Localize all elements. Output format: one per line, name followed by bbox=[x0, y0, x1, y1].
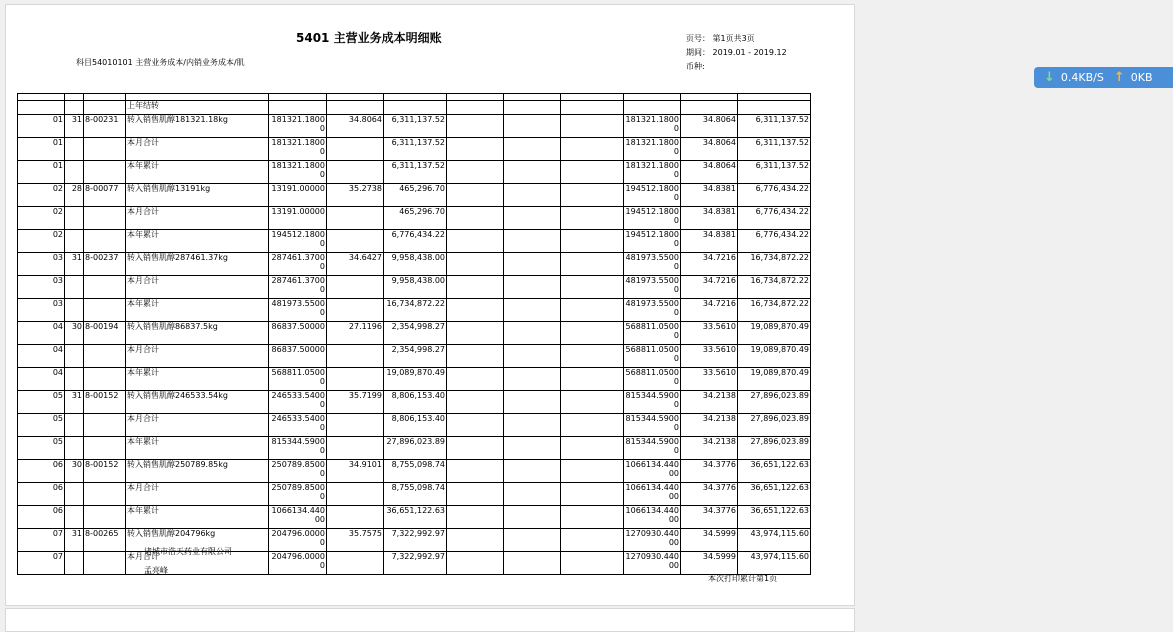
voucher-cell: 8-00152 bbox=[84, 460, 126, 483]
summary-cell: 本月合计 bbox=[126, 138, 269, 161]
day-cell bbox=[65, 368, 84, 391]
credit-amount-cell bbox=[561, 276, 624, 299]
print-count: 本次打印累计第1页 bbox=[708, 574, 778, 583]
debit-qty-cell: 181321.18000 bbox=[269, 138, 327, 161]
debit-price-cell: 27.1196 bbox=[327, 322, 384, 345]
balance-qty-cell: 1066134.44000 bbox=[624, 506, 681, 529]
debit-qty-cell: 86837.50000 bbox=[269, 345, 327, 368]
credit-amount-cell bbox=[561, 184, 624, 207]
arrow-down-icon: ↓ bbox=[1044, 70, 1055, 85]
summary-cell: 转入销售肌醇204796kg bbox=[126, 529, 269, 552]
debit-amount-cell: 6,776,434.22 bbox=[384, 230, 447, 253]
credit-qty-cell bbox=[447, 322, 504, 345]
credit-qty-cell bbox=[447, 276, 504, 299]
month-cell: 06 bbox=[18, 506, 65, 529]
balance-qty-cell: 181321.18000 bbox=[624, 138, 681, 161]
debit-amount-cell: 16,734,872.22 bbox=[384, 299, 447, 322]
balance-amount-cell: 6,776,434.22 bbox=[738, 207, 811, 230]
debit-price-cell: 34.6427 bbox=[327, 253, 384, 276]
debit-qty-cell: 287461.37000 bbox=[269, 276, 327, 299]
summary-cell: 转入销售肌醇250789.85kg bbox=[126, 460, 269, 483]
summary-cell: 本月合计 bbox=[126, 276, 269, 299]
table-row bbox=[18, 253, 811, 276]
balance-qty-cell: 481973.55000 bbox=[624, 276, 681, 299]
month-cell: 07 bbox=[18, 552, 65, 575]
debit-price-cell: 35.2738 bbox=[327, 184, 384, 207]
balance-price-cell: 34.8381 bbox=[681, 184, 738, 207]
balance-price-cell: 34.2138 bbox=[681, 437, 738, 460]
day-cell: 28 bbox=[65, 184, 84, 207]
table-row bbox=[18, 391, 811, 414]
balance-price-cell: 34.7216 bbox=[681, 299, 738, 322]
debit-amount-cell: 7,322,992.97 bbox=[384, 552, 447, 575]
credit-qty-cell bbox=[447, 414, 504, 437]
credit-price-cell bbox=[504, 253, 561, 276]
day-cell bbox=[65, 138, 84, 161]
summary-cell: 本年累计 bbox=[126, 230, 269, 253]
debit-amount-cell: 7,322,992.97 bbox=[384, 529, 447, 552]
table-row bbox=[18, 414, 811, 437]
summary-cell: 本年累计 bbox=[126, 506, 269, 529]
summary-cell: 本月合计 bbox=[126, 483, 269, 506]
table-row bbox=[18, 184, 811, 207]
voucher-cell bbox=[84, 138, 126, 161]
credit-price-cell bbox=[504, 184, 561, 207]
credit-amount-cell bbox=[561, 483, 624, 506]
month-cell: 07 bbox=[18, 529, 65, 552]
debit-price-cell bbox=[327, 368, 384, 391]
balance-price-cell: 34.5999 bbox=[681, 529, 738, 552]
voucher-cell bbox=[84, 414, 126, 437]
credit-amount-cell bbox=[561, 230, 624, 253]
arrow-up-icon: ↑ bbox=[1113, 70, 1125, 85]
summary-cell: 转入销售肌醇287461.37kg bbox=[126, 253, 269, 276]
balance-qty-cell: 568811.05000 bbox=[624, 345, 681, 368]
table-row bbox=[18, 529, 811, 552]
credit-amount-cell bbox=[561, 115, 624, 138]
debit-qty-cell: 246533.54000 bbox=[269, 391, 327, 414]
balance-amount-cell: 16,734,872.22 bbox=[738, 253, 811, 276]
credit-qty-cell bbox=[447, 552, 504, 575]
balance-amount-cell: 6,776,434.22 bbox=[738, 184, 811, 207]
credit-qty-cell bbox=[447, 115, 504, 138]
credit-price-cell bbox=[504, 368, 561, 391]
debit-price-cell: 35.7199 bbox=[327, 391, 384, 414]
ledger-table bbox=[17, 93, 811, 575]
day-cell bbox=[65, 483, 84, 506]
credit-amount-cell bbox=[561, 322, 624, 345]
debit-amount-cell: 465,296.70 bbox=[384, 184, 447, 207]
balance-price-cell: 34.2138 bbox=[681, 391, 738, 414]
opening-label: 上年结转 bbox=[126, 101, 269, 115]
debit-amount-cell: 8,755,098.74 bbox=[384, 483, 447, 506]
voucher-cell: 8-00265 bbox=[84, 529, 126, 552]
report-page bbox=[5, 4, 855, 606]
debit-amount-cell: 27,896,023.89 bbox=[384, 437, 447, 460]
credit-amount-cell bbox=[561, 253, 624, 276]
debit-qty-cell: 1066134.44000 bbox=[269, 506, 327, 529]
summary-cell: 本年累计 bbox=[126, 161, 269, 184]
debit-amount-cell: 6,311,137.52 bbox=[384, 138, 447, 161]
report-title: 5401 主营业务成本明细账 bbox=[296, 31, 442, 45]
credit-price-cell bbox=[504, 230, 561, 253]
balance-qty-cell: 1066134.44000 bbox=[624, 483, 681, 506]
credit-price-cell bbox=[504, 391, 561, 414]
balance-price-cell: 34.7216 bbox=[681, 276, 738, 299]
credit-amount-cell bbox=[561, 368, 624, 391]
credit-price-cell bbox=[504, 276, 561, 299]
table-row bbox=[18, 299, 811, 322]
balance-price-cell: 34.8064 bbox=[681, 161, 738, 184]
table-row bbox=[18, 345, 811, 368]
debit-price-cell bbox=[327, 299, 384, 322]
credit-price-cell bbox=[504, 299, 561, 322]
summary-cell: 转入销售肌醇181321.18kg bbox=[126, 115, 269, 138]
summary-cell: 本月合计 bbox=[126, 414, 269, 437]
debit-qty-cell: 481973.55000 bbox=[269, 299, 327, 322]
summary-cell: 本月合计 bbox=[126, 552, 269, 575]
debit-qty-cell: 246533.54000 bbox=[269, 414, 327, 437]
voucher-cell bbox=[84, 276, 126, 299]
debit-qty-cell: 250789.85000 bbox=[269, 483, 327, 506]
debit-price-cell: 35.7575 bbox=[327, 529, 384, 552]
debit-qty-cell: 13191.00000 bbox=[269, 207, 327, 230]
balance-price-cell: 34.8381 bbox=[681, 230, 738, 253]
balance-amount-cell: 43,974,115.60 bbox=[738, 529, 811, 552]
balance-qty-cell: 568811.05000 bbox=[624, 368, 681, 391]
balance-amount-cell: 43,974,115.60 bbox=[738, 552, 811, 575]
next-page bbox=[5, 608, 855, 632]
balance-qty-cell: 1270930.44000 bbox=[624, 529, 681, 552]
balance-amount-cell: 6,311,137.52 bbox=[738, 115, 811, 138]
period-range: 期间： 2019.01 - 2019.12 bbox=[686, 48, 787, 57]
credit-price-cell bbox=[504, 414, 561, 437]
table-row bbox=[18, 483, 811, 506]
summary-cell: 转入销售肌醇86837.5kg bbox=[126, 322, 269, 345]
balance-amount-cell: 19,089,870.49 bbox=[738, 345, 811, 368]
network-speed-widget[interactable] bbox=[1034, 67, 1173, 88]
company-name: 诸城市浩天药业有限公司 bbox=[144, 547, 232, 556]
account-subject: 科目54010101 主营业务成本/内销业务成本/肌 bbox=[76, 58, 245, 67]
day-cell: 31 bbox=[65, 253, 84, 276]
balance-price-cell: 34.2138 bbox=[681, 414, 738, 437]
debit-qty-cell: 194512.18000 bbox=[269, 230, 327, 253]
voucher-cell bbox=[84, 552, 126, 575]
voucher-cell bbox=[84, 506, 126, 529]
balance-qty-cell: 194512.18000 bbox=[624, 184, 681, 207]
voucher-cell bbox=[84, 207, 126, 230]
balance-price-cell: 34.3776 bbox=[681, 483, 738, 506]
voucher-cell bbox=[84, 437, 126, 460]
balance-qty-cell: 815344.59000 bbox=[624, 391, 681, 414]
debit-qty-cell: 204796.00000 bbox=[269, 552, 327, 575]
month-cell: 01 bbox=[18, 161, 65, 184]
summary-cell: 转入销售肌醇246533.54kg bbox=[126, 391, 269, 414]
month-cell: 05 bbox=[18, 391, 65, 414]
credit-price-cell bbox=[504, 483, 561, 506]
debit-amount-cell: 465,296.70 bbox=[384, 207, 447, 230]
balance-amount-cell: 6,311,137.52 bbox=[738, 138, 811, 161]
upload-speed: 0KB bbox=[1130, 71, 1153, 84]
credit-qty-cell bbox=[447, 207, 504, 230]
credit-price-cell bbox=[504, 529, 561, 552]
day-cell bbox=[65, 161, 84, 184]
debit-price-cell bbox=[327, 230, 384, 253]
balance-price-cell: 33.5610 bbox=[681, 368, 738, 391]
table-row bbox=[18, 115, 811, 138]
debit-amount-cell: 8,806,153.40 bbox=[384, 391, 447, 414]
day-cell bbox=[65, 207, 84, 230]
month-cell: 04 bbox=[18, 322, 65, 345]
credit-amount-cell bbox=[561, 529, 624, 552]
balance-price-cell: 33.5610 bbox=[681, 322, 738, 345]
credit-price-cell bbox=[504, 345, 561, 368]
debit-qty-cell: 204796.00000 bbox=[269, 529, 327, 552]
month-cell: 03 bbox=[18, 276, 65, 299]
debit-price-cell bbox=[327, 437, 384, 460]
balance-price-cell: 34.7216 bbox=[681, 253, 738, 276]
balance-amount-cell: 19,089,870.49 bbox=[738, 322, 811, 345]
balance-amount-cell: 36,651,122.63 bbox=[738, 506, 811, 529]
table-row bbox=[18, 552, 811, 575]
day-cell bbox=[65, 506, 84, 529]
month-cell: 01 bbox=[18, 138, 65, 161]
voucher-cell: 8-00077 bbox=[84, 184, 126, 207]
credit-amount-cell bbox=[561, 414, 624, 437]
balance-amount-cell: 16,734,872.22 bbox=[738, 276, 811, 299]
table-row bbox=[18, 138, 811, 161]
credit-amount-cell bbox=[561, 460, 624, 483]
credit-price-cell bbox=[504, 460, 561, 483]
debit-amount-cell: 36,651,122.63 bbox=[384, 506, 447, 529]
summary-cell: 本年累计 bbox=[126, 437, 269, 460]
table-row bbox=[18, 368, 811, 391]
voucher-cell bbox=[84, 230, 126, 253]
day-cell: 31 bbox=[65, 529, 84, 552]
debit-qty-cell: 13191.00000 bbox=[269, 184, 327, 207]
balance-price-cell: 34.3776 bbox=[681, 460, 738, 483]
day-cell: 31 bbox=[65, 391, 84, 414]
day-cell bbox=[65, 299, 84, 322]
page-info: 页号： 第1页共3页 bbox=[686, 34, 755, 43]
table-row bbox=[18, 506, 811, 529]
credit-amount-cell bbox=[561, 391, 624, 414]
table-row bbox=[18, 276, 811, 299]
balance-qty-cell: 194512.18000 bbox=[624, 207, 681, 230]
voucher-cell bbox=[84, 368, 126, 391]
download-speed: 0.4KB/S bbox=[1060, 71, 1104, 84]
debit-price-cell bbox=[327, 345, 384, 368]
maker-name: 孟亮峰 bbox=[144, 566, 168, 575]
balance-qty-cell: 568811.05000 bbox=[624, 322, 681, 345]
summary-cell: 本月合计 bbox=[126, 207, 269, 230]
credit-amount-cell bbox=[561, 345, 624, 368]
voucher-cell bbox=[84, 345, 126, 368]
month-cell: 03 bbox=[18, 253, 65, 276]
debit-amount-cell: 2,354,998.27 bbox=[384, 322, 447, 345]
credit-qty-cell bbox=[447, 161, 504, 184]
debit-price-cell bbox=[327, 207, 384, 230]
debit-qty-cell: 287461.37000 bbox=[269, 253, 327, 276]
currency-label: 币种: bbox=[686, 62, 705, 71]
credit-amount-cell bbox=[561, 207, 624, 230]
debit-amount-cell: 9,958,438.00 bbox=[384, 253, 447, 276]
credit-price-cell bbox=[504, 161, 561, 184]
debit-amount-cell: 6,311,137.52 bbox=[384, 115, 447, 138]
debit-qty-cell: 86837.50000 bbox=[269, 322, 327, 345]
credit-qty-cell bbox=[447, 253, 504, 276]
credit-price-cell bbox=[504, 138, 561, 161]
debit-amount-cell: 2,354,998.27 bbox=[384, 345, 447, 368]
credit-price-cell bbox=[504, 322, 561, 345]
table-row bbox=[18, 322, 811, 345]
credit-price-cell bbox=[504, 115, 561, 138]
summary-cell: 本年累计 bbox=[126, 368, 269, 391]
balance-qty-cell: 181321.18000 bbox=[624, 115, 681, 138]
day-cell: 30 bbox=[65, 460, 84, 483]
debit-price-cell bbox=[327, 483, 384, 506]
debit-qty-cell: 568811.05000 bbox=[269, 368, 327, 391]
credit-price-cell bbox=[504, 552, 561, 575]
credit-qty-cell bbox=[447, 184, 504, 207]
credit-qty-cell bbox=[447, 391, 504, 414]
day-cell bbox=[65, 230, 84, 253]
day-cell bbox=[65, 437, 84, 460]
day-cell: 31 bbox=[65, 115, 84, 138]
credit-amount-cell bbox=[561, 161, 624, 184]
summary-cell: 转入销售肌醇13191kg bbox=[126, 184, 269, 207]
header-rule-row bbox=[18, 94, 811, 101]
balance-price-cell: 34.3776 bbox=[681, 506, 738, 529]
debit-price-cell bbox=[327, 161, 384, 184]
credit-amount-cell bbox=[561, 506, 624, 529]
credit-amount-cell bbox=[561, 437, 624, 460]
credit-qty-cell bbox=[447, 230, 504, 253]
debit-price-cell: 34.8064 bbox=[327, 115, 384, 138]
voucher-cell bbox=[84, 161, 126, 184]
table-row bbox=[18, 437, 811, 460]
balance-qty-cell: 815344.59000 bbox=[624, 414, 681, 437]
debit-amount-cell: 19,089,870.49 bbox=[384, 368, 447, 391]
balance-amount-cell: 27,896,023.89 bbox=[738, 414, 811, 437]
day-cell bbox=[65, 276, 84, 299]
balance-price-cell: 34.8381 bbox=[681, 207, 738, 230]
balance-amount-cell: 6,776,434.22 bbox=[738, 230, 811, 253]
credit-qty-cell bbox=[447, 138, 504, 161]
credit-qty-cell bbox=[447, 483, 504, 506]
debit-price-cell bbox=[327, 552, 384, 575]
month-cell: 01 bbox=[18, 115, 65, 138]
debit-price-cell bbox=[327, 276, 384, 299]
credit-price-cell bbox=[504, 207, 561, 230]
month-cell: 06 bbox=[18, 483, 65, 506]
credit-amount-cell bbox=[561, 299, 624, 322]
debit-amount-cell: 8,755,098.74 bbox=[384, 460, 447, 483]
debit-amount-cell: 9,958,438.00 bbox=[384, 276, 447, 299]
opening-balance-row bbox=[18, 101, 811, 115]
balance-qty-cell: 481973.55000 bbox=[624, 299, 681, 322]
debit-price-cell: 34.9101 bbox=[327, 460, 384, 483]
credit-qty-cell bbox=[447, 506, 504, 529]
debit-price-cell bbox=[327, 506, 384, 529]
table-row bbox=[18, 207, 811, 230]
debit-qty-cell: 815344.59000 bbox=[269, 437, 327, 460]
debit-amount-cell: 6,311,137.52 bbox=[384, 161, 447, 184]
day-cell bbox=[65, 414, 84, 437]
balance-qty-cell: 815344.59000 bbox=[624, 437, 681, 460]
balance-amount-cell: 19,089,870.49 bbox=[738, 368, 811, 391]
credit-qty-cell bbox=[447, 460, 504, 483]
summary-cell: 本月合计 bbox=[126, 345, 269, 368]
table-row bbox=[18, 460, 811, 483]
summary-cell: 本年累计 bbox=[126, 299, 269, 322]
voucher-cell bbox=[84, 299, 126, 322]
debit-price-cell bbox=[327, 138, 384, 161]
month-cell: 03 bbox=[18, 299, 65, 322]
balance-qty-cell: 181321.18000 bbox=[624, 161, 681, 184]
day-cell bbox=[65, 552, 84, 575]
credit-qty-cell bbox=[447, 529, 504, 552]
voucher-cell: 8-00231 bbox=[84, 115, 126, 138]
month-cell: 02 bbox=[18, 230, 65, 253]
debit-qty-cell: 181321.18000 bbox=[269, 115, 327, 138]
balance-amount-cell: 27,896,023.89 bbox=[738, 437, 811, 460]
credit-qty-cell bbox=[447, 437, 504, 460]
balance-qty-cell: 1066134.44000 bbox=[624, 460, 681, 483]
voucher-cell: 8-00194 bbox=[84, 322, 126, 345]
voucher-cell: 8-00237 bbox=[84, 253, 126, 276]
credit-amount-cell bbox=[561, 552, 624, 575]
balance-price-cell: 34.5999 bbox=[681, 552, 738, 575]
balance-amount-cell: 6,311,137.52 bbox=[738, 161, 811, 184]
credit-price-cell bbox=[504, 437, 561, 460]
month-cell: 05 bbox=[18, 414, 65, 437]
month-cell: 04 bbox=[18, 345, 65, 368]
debit-qty-cell: 181321.18000 bbox=[269, 161, 327, 184]
debit-price-cell bbox=[327, 414, 384, 437]
balance-price-cell: 34.8064 bbox=[681, 115, 738, 138]
balance-price-cell: 33.5610 bbox=[681, 345, 738, 368]
month-cell: 02 bbox=[18, 207, 65, 230]
balance-qty-cell: 481973.55000 bbox=[624, 253, 681, 276]
voucher-cell: 8-00152 bbox=[84, 391, 126, 414]
month-cell: 02 bbox=[18, 184, 65, 207]
credit-qty-cell bbox=[447, 299, 504, 322]
balance-amount-cell: 27,896,023.89 bbox=[738, 391, 811, 414]
table-row bbox=[18, 230, 811, 253]
credit-qty-cell bbox=[447, 345, 504, 368]
balance-qty-cell: 194512.18000 bbox=[624, 230, 681, 253]
credit-amount-cell bbox=[561, 138, 624, 161]
voucher-cell bbox=[84, 483, 126, 506]
credit-qty-cell bbox=[447, 368, 504, 391]
month-cell: 06 bbox=[18, 460, 65, 483]
day-cell bbox=[65, 345, 84, 368]
balance-qty-cell: 1270930.44000 bbox=[624, 552, 681, 575]
balance-amount-cell: 36,651,122.63 bbox=[738, 460, 811, 483]
debit-qty-cell: 250789.85000 bbox=[269, 460, 327, 483]
debit-amount-cell: 8,806,153.40 bbox=[384, 414, 447, 437]
month-cell: 04 bbox=[18, 368, 65, 391]
balance-amount-cell: 16,734,872.22 bbox=[738, 299, 811, 322]
credit-price-cell bbox=[504, 506, 561, 529]
table-row bbox=[18, 161, 811, 184]
day-cell: 30 bbox=[65, 322, 84, 345]
month-cell: 05 bbox=[18, 437, 65, 460]
balance-price-cell: 34.8064 bbox=[681, 138, 738, 161]
balance-amount-cell: 36,651,122.63 bbox=[738, 483, 811, 506]
